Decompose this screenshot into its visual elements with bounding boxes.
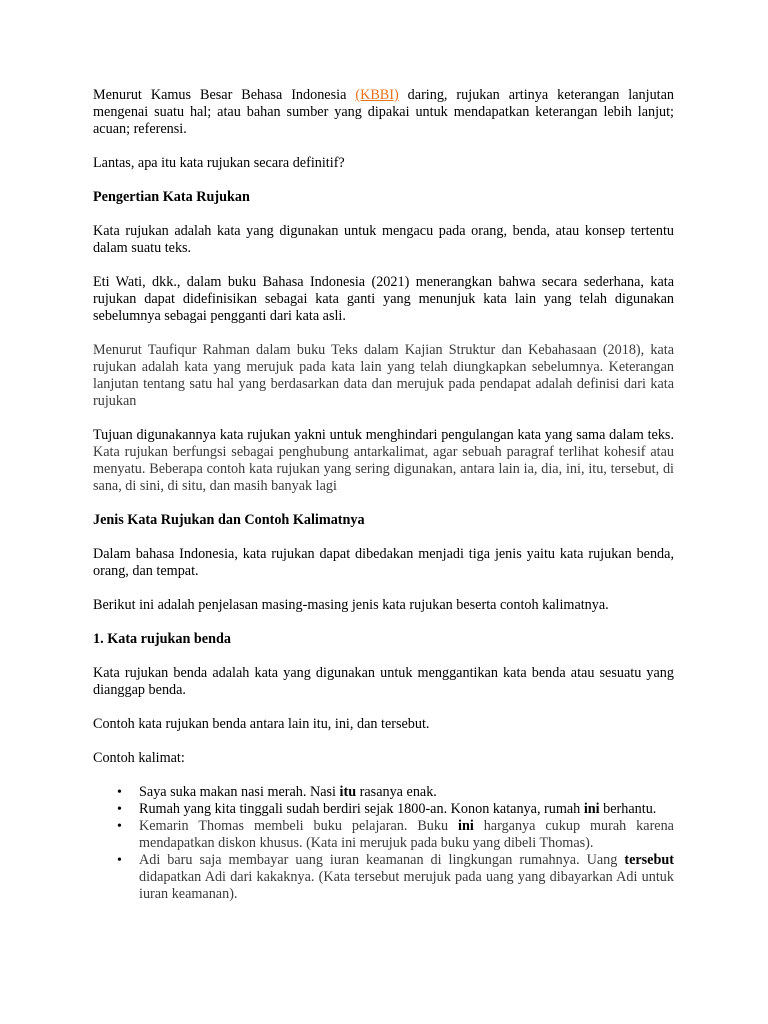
example-text: berhantu. bbox=[599, 801, 657, 817]
examples-list bbox=[93, 784, 674, 903]
list-item bbox=[93, 852, 674, 903]
definition-paragraph-3: Menurut Taufiqur Rahman dalam buku Teks dalam Kajian Struktur dan Kebahasaan (2018), kata rujukan adalah kata yang merujuk pada kata lain yang telah diungkapkan sebelumnya. Keterangan lanjutan tentang satu hal yang berdasarkan data dan merujuk pada pendapat adalah definisi dari kata rujukan bbox=[93, 342, 674, 409]
example-text: didapatkan Adi dari kakaknya. (Kata tersebut merujuk pada uang yang dibayarkan Adi untuk iuran keamanan). bbox=[139, 869, 674, 902]
purpose-text-1: Tujuan digunakannya kata rujukan yakni untuk menghindari pengulangan kata yang sama dalam teks. bbox=[93, 427, 674, 443]
example-bold-word: tersebut bbox=[624, 852, 674, 868]
benda-definition-paragraph: Kata rujukan benda adalah kata yang digunakan untuk menggantikan kata benda atau sesuatu yang dianggap benda. bbox=[93, 665, 674, 698]
intro-text-end: daring, rujukan artinya keterangan lanjutan mengenai suatu hal; atau bahan sumber yang dipakai untuk mendapatkan keterangan lebih lanjut; acuan; referensi. bbox=[93, 87, 675, 137]
list-item bbox=[93, 801, 674, 818]
example-text: rasanya enak. bbox=[356, 784, 437, 800]
purpose-paragraph bbox=[93, 427, 674, 495]
bullet-icon: • bbox=[117, 819, 122, 834]
example-text: harganya cukup murah karena mendapatkan diskon khusus. (Kata ini merujuk pada buku yang dibeli Thomas). bbox=[139, 818, 674, 851]
definition-paragraph-2: Eti Wati, dkk., dalam buku Bahasa Indonesia (2021) menerangkan bahwa secara sederhana, kata rujukan dapat didefinisikan sebagai kata ganti yang menunjuk kata lain yang telah digunakan sebelumnya sebagai pengganti dari kata asli. bbox=[93, 274, 674, 324]
example-text: Kemarin Thomas membeli buku pelajaran. Buku bbox=[139, 818, 458, 834]
benda-words-paragraph: Contoh kata rujukan benda antara lain itu, ini, dan tersebut. bbox=[93, 716, 430, 732]
bullet-icon: • bbox=[117, 802, 122, 817]
example-text: Adi baru saja membayar uang iuran keamanan di lingkungan rumahnya. Uang bbox=[139, 852, 625, 868]
intro-text-start: Menurut Kamus Besar Behasa Indonesia bbox=[93, 87, 356, 103]
list-item bbox=[93, 784, 674, 801]
heading-kata-rujukan-benda: 1. Kata rujukan benda bbox=[93, 631, 231, 647]
examples-label: Contoh kalimat: bbox=[93, 750, 185, 766]
kbbi-link[interactable]: (KBBI) bbox=[355, 87, 399, 103]
document-body bbox=[93, 87, 674, 903]
purpose-text-2: Kata rujukan berfungsi sebagai penghubung antarkalimat, agar sebuah paragraf terlihat kohesif atau menyatu. Beberapa contoh kata rujukan yang sering digunakan, antara lain ia, dia, ini, itu, tersebut, di sana, di sini, di situ, dan masih banyak lagi bbox=[93, 444, 674, 494]
heading-types: Jenis Kata Rujukan dan Contoh Kalimatnya bbox=[93, 512, 365, 528]
types-intro-paragraph: Dalam bahasa Indonesia, kata rujukan dapat dibedakan menjadi tiga jenis yaitu kata rujukan benda, orang, dan tempat. bbox=[93, 546, 674, 579]
bullet-icon: • bbox=[117, 785, 122, 800]
example-bold-word: ini bbox=[583, 801, 600, 817]
heading-definition: Pengertian Kata Rujukan bbox=[93, 189, 250, 205]
example-text: Rumah yang kita tinggali sudah berdiri sejak 1800-an. Konon katanya, rumah bbox=[139, 801, 584, 817]
example-bold-word: ini bbox=[458, 818, 474, 834]
types-explain-paragraph: Berikut ini adalah penjelasan masing-masing jenis kata rujukan beserta contoh kalimatnya. bbox=[93, 597, 609, 613]
example-bold-word: itu bbox=[339, 784, 357, 800]
question-paragraph: Lantas, apa itu kata rujukan secara definitif? bbox=[93, 155, 345, 171]
bullet-icon: • bbox=[117, 853, 122, 868]
definition-paragraph-1: Kata rujukan adalah kata yang digunakan untuk mengacu pada orang, benda, atau konsep tertentu dalam suatu teks. bbox=[93, 223, 674, 256]
intro-paragraph bbox=[93, 87, 674, 138]
example-text: Saya suka makan nasi merah. Nasi bbox=[139, 784, 340, 800]
list-item bbox=[93, 818, 674, 852]
